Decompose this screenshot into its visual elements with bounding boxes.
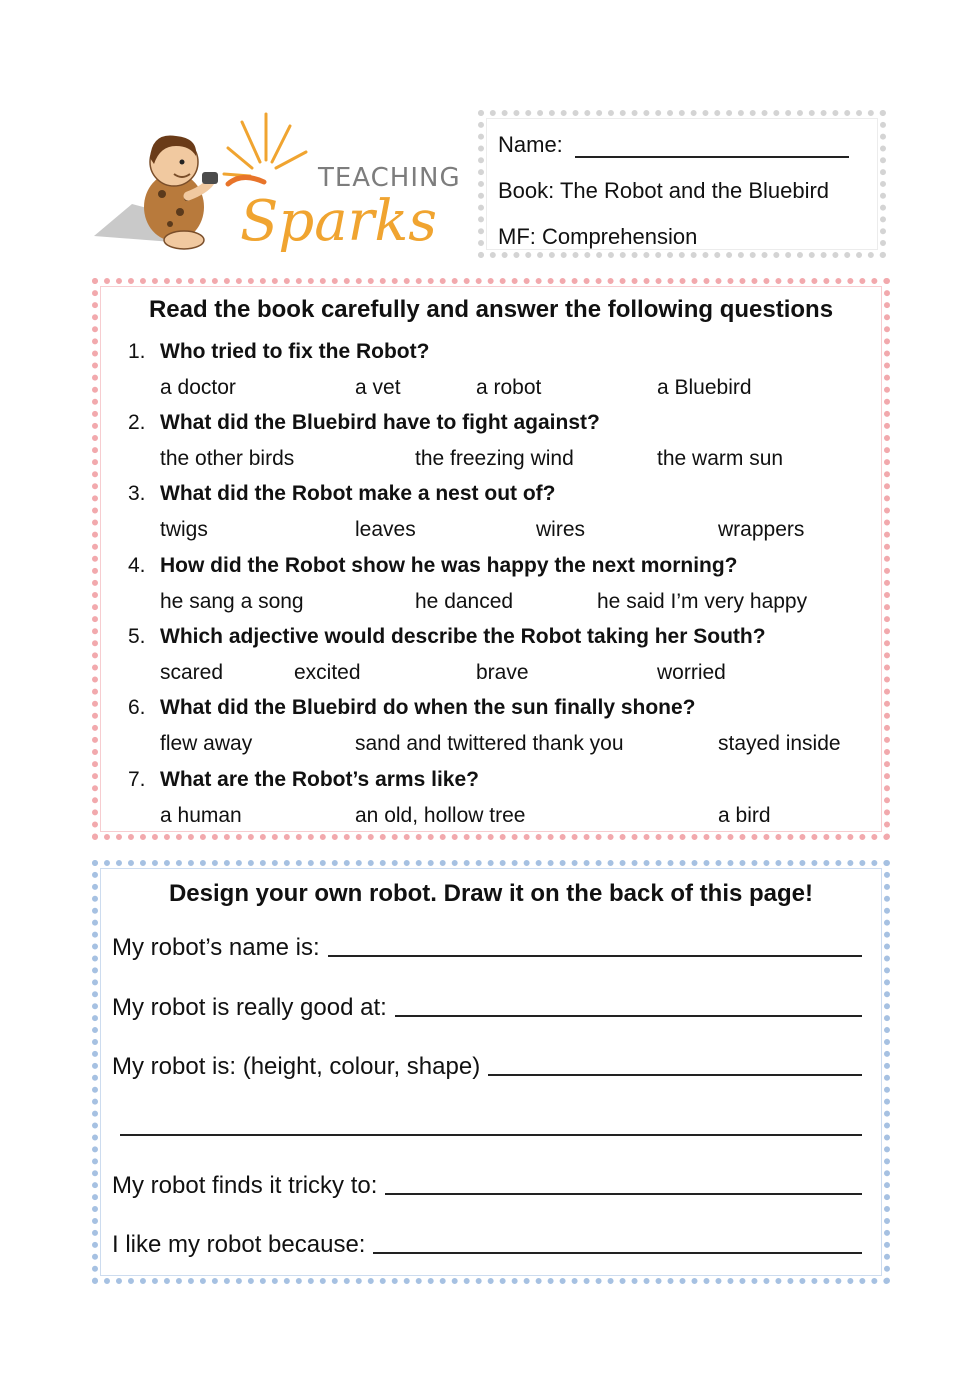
robot-description-row-2: [112, 1107, 862, 1141]
answer-option[interactable]: brave: [476, 661, 529, 684]
robot-tricky-row: [112, 1166, 862, 1200]
prompt-label: My robot finds it tricky to:: [112, 1172, 378, 1199]
answer-option[interactable]: a bird: [718, 804, 771, 827]
prompt-label: My robot’s name is:: [112, 934, 320, 961]
question-text: How did the Robot show he was happy the next morning?: [160, 554, 738, 577]
answer-option[interactable]: he said I’m very happy: [597, 590, 808, 613]
question-text: Which adjective would describe the Robot taking her South?: [160, 625, 766, 648]
prompt-label: My robot is really good at:: [112, 994, 387, 1021]
answer-option[interactable]: he sang a song: [160, 590, 304, 613]
answer-option[interactable]: twigs: [160, 518, 208, 541]
question-2: [98, 411, 884, 483]
question-3: [98, 482, 884, 554]
answer-line[interactable]: [120, 1134, 862, 1136]
question-number: 7.: [128, 768, 146, 791]
answer-line[interactable]: [328, 955, 862, 957]
answer-option[interactable]: an old, hollow tree: [355, 804, 526, 827]
teaching-sparks-logo: [92, 112, 460, 257]
question-text: What are the Robot’s arms like?: [160, 768, 479, 791]
answer-line[interactable]: [488, 1074, 862, 1076]
logo-text-sparks: Sparks: [240, 189, 438, 254]
answer-option[interactable]: a vet: [355, 376, 401, 399]
book-title: Book: The Robot and the Bluebird: [498, 178, 830, 203]
robot-like-row: [112, 1225, 862, 1259]
question-text: What did the Robot make a nest out of?: [160, 482, 556, 505]
prompt-label: My robot is: (height, colour, shape): [112, 1053, 481, 1080]
question-6: [98, 696, 884, 768]
design-robot-section: [92, 860, 890, 1284]
question-4: [98, 554, 884, 626]
answer-option[interactable]: scared: [160, 661, 224, 684]
robot-good-at-row: [112, 988, 862, 1022]
answer-option[interactable]: the warm sun: [657, 447, 784, 470]
answer-line[interactable]: [395, 1015, 862, 1017]
mf-subject: MF: Comprehension: [498, 224, 698, 249]
question-number: 4.: [128, 554, 146, 577]
answer-line[interactable]: [373, 1252, 862, 1254]
answer-option[interactable]: wires: [536, 518, 586, 541]
question-number: 1.: [128, 340, 146, 363]
question-text: What did the Bluebird do when the sun finally shone?: [160, 696, 696, 719]
logo-text-teaching: TEACHING: [318, 163, 460, 193]
name-row: [498, 126, 866, 172]
answer-option[interactable]: a Bluebird: [657, 376, 752, 399]
answer-option[interactable]: a doctor: [160, 376, 236, 399]
design-title: Design your own robot. Draw it on the back of this page!: [168, 880, 814, 907]
answer-option[interactable]: excited: [294, 661, 361, 684]
info-box: [478, 110, 886, 258]
answer-option[interactable]: a robot: [476, 376, 542, 399]
question-number: 6.: [128, 696, 146, 719]
question-text: Who tried to fix the Robot?: [160, 340, 430, 363]
answer-option[interactable]: worried: [657, 661, 726, 684]
answer-option[interactable]: the freezing wind: [415, 447, 574, 470]
quiz-section: [92, 278, 890, 840]
question-number: 5.: [128, 625, 146, 648]
logo-graphic: [92, 112, 460, 257]
name-field-line[interactable]: [575, 136, 849, 158]
quiz-title: Read the book carefully and answer the following questions: [148, 296, 834, 323]
name-label: Name:: [498, 132, 563, 157]
robot-name-row: [112, 928, 862, 962]
answer-option[interactable]: a human: [160, 804, 242, 827]
question-number: 2.: [128, 411, 146, 434]
question-7: [98, 768, 884, 840]
answer-option[interactable]: flew away: [160, 732, 253, 755]
question-1: [98, 340, 884, 412]
prompt-label: I like my robot because:: [112, 1231, 366, 1258]
answer-option[interactable]: leaves: [355, 518, 416, 541]
answer-line[interactable]: [385, 1193, 862, 1195]
answer-option[interactable]: the other birds: [160, 447, 295, 470]
answer-option[interactable]: stayed inside: [718, 732, 841, 755]
robot-description-row: [112, 1047, 862, 1081]
answer-option[interactable]: wrappers: [718, 518, 805, 541]
question-number: 3.: [128, 482, 146, 505]
question-5: [98, 625, 884, 697]
answer-option[interactable]: he danced: [415, 590, 514, 613]
answer-option[interactable]: sand and twittered thank you: [355, 732, 624, 755]
question-text: What did the Bluebird have to fight against?: [160, 411, 600, 434]
